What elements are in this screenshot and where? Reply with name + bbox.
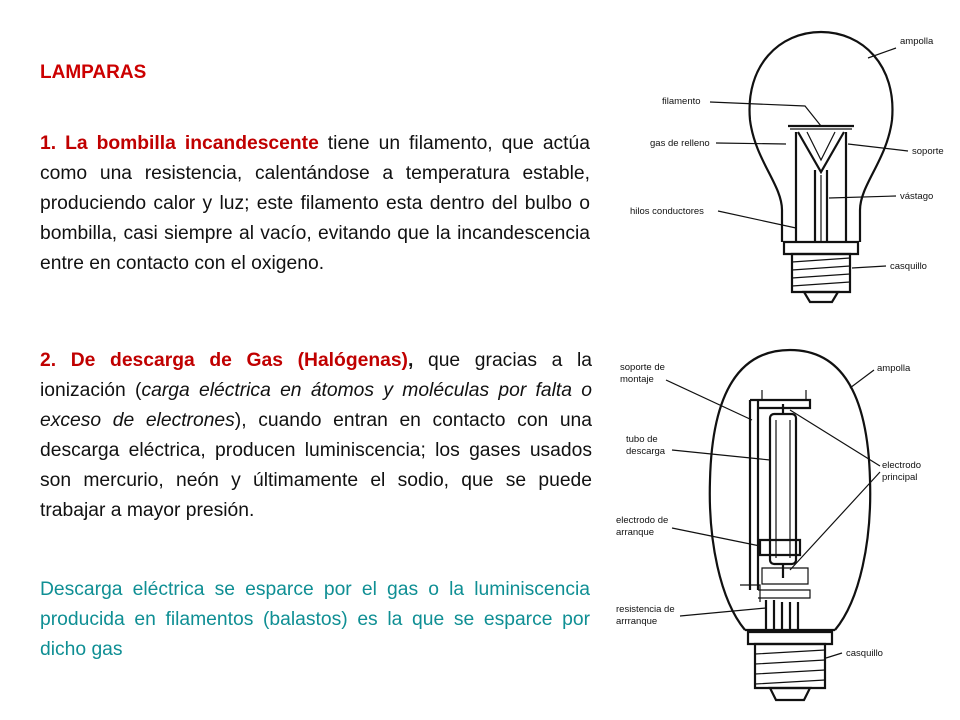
label-hilos-conductores: hilos conductores xyxy=(630,206,704,217)
label-electrodo: electrodo xyxy=(882,460,922,471)
label-montaje: montaje xyxy=(620,374,654,385)
incandescent-body: tiene un filamento, que actúa como una resistencia, calentándose a temperatura estable, produciendo calor y luz; este filamento esta dentro del bulbo o bombilla, casi siempre al vacío, evitando que la incandescencia entre en contacto con el oxigeno. xyxy=(40,133,590,274)
discharge-tube xyxy=(770,414,796,564)
gas-discharge-body-end: ), cuando entran en contacto con una descarga eléctrica, producen luminiscencia; los gases usados son mercurio, neón y últimamente el sodio, que se puede trabajar a mayor presión. xyxy=(40,410,592,521)
label-resistencia-de: resistencia de xyxy=(616,604,675,615)
label-soporte: soporte xyxy=(912,146,944,157)
support-wires xyxy=(798,132,844,172)
label-arranque: arranque xyxy=(616,527,655,538)
label-tubo-de: tubo de xyxy=(626,434,658,445)
label-ampolla: ampolla xyxy=(877,363,911,374)
screw-base xyxy=(755,644,825,700)
screw-base xyxy=(792,254,850,302)
page-title: LAMPARAS xyxy=(40,62,147,83)
bulb-neck xyxy=(784,242,858,254)
incandescent-heading: 1. La bombilla incandescente xyxy=(40,133,319,154)
bulb-neck xyxy=(748,632,832,644)
label-casquillo: casquillo xyxy=(890,261,927,272)
incandescent-bulb-diagram xyxy=(600,10,960,320)
label-principal: principal xyxy=(882,472,918,483)
label-casquillo: casquillo xyxy=(846,648,883,659)
label-descarga: descarga xyxy=(626,446,666,457)
label-soporte-de: soporte de xyxy=(620,362,665,373)
gas-discharge-body-start: que gracias a la ionización ( xyxy=(40,350,592,401)
mounting-support xyxy=(750,400,758,590)
starting-resistor xyxy=(766,600,798,632)
label-electrodo-de: electrodo de xyxy=(616,515,669,526)
gas-discharge-paragraph xyxy=(40,346,592,526)
starting-electrode xyxy=(760,540,800,555)
label-vastago: vástago xyxy=(900,191,934,202)
discharge-lamp-diagram xyxy=(610,340,960,715)
heading-comma: , xyxy=(407,350,414,371)
label-ampolla: ampolla xyxy=(900,36,934,47)
label-arrranque: arrranque xyxy=(616,616,658,627)
ionization-definition: carga eléctrica en átomos y moléculas por falta o exceso de electrones xyxy=(40,380,592,431)
label-gas-de-relleno: gas de relleno xyxy=(650,138,710,149)
discharge-note: Descarga eléctrica se esparce por el gas o la luminiscencia producida en filamentos (balastos) es la que se esparce por dicho gas xyxy=(40,579,590,660)
label-filamento: filamento xyxy=(662,96,701,107)
incandescent-paragraph xyxy=(40,129,590,279)
gas-discharge-heading: 2. De descarga de Gas (Halógenas) xyxy=(40,350,408,371)
